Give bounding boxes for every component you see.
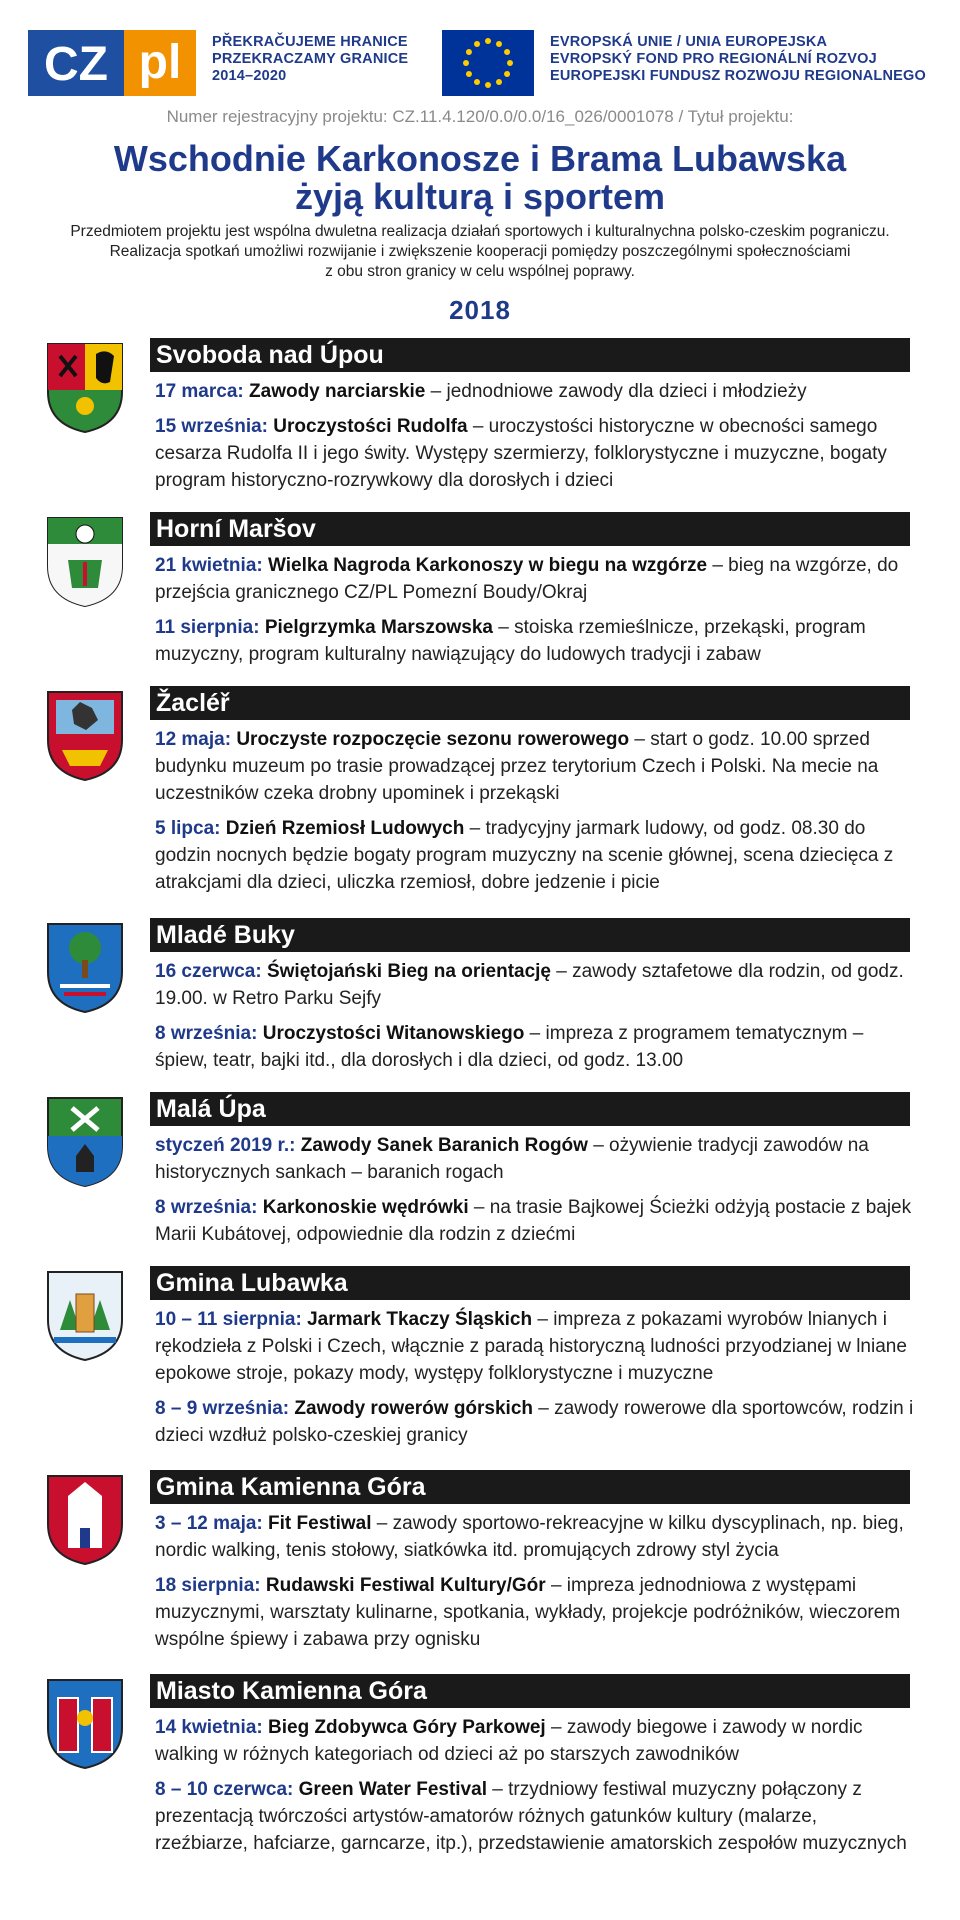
- event-item: [155, 1395, 915, 1449]
- event-list: [155, 1306, 915, 1457]
- eu-star-icon: [504, 71, 510, 77]
- event-name: Rudawski Festiwal Kultury/Gór: [265, 1575, 546, 1596]
- eu-star-icon: [507, 60, 513, 66]
- event-date: 8 – 9 września:: [155, 1398, 290, 1419]
- event-date: 11 sierpnia:: [155, 617, 260, 638]
- eu-line: EVROPSKÁ UNIE / UNIA EUROPEJSKA: [550, 34, 828, 50]
- event-date: 12 maja:: [155, 729, 232, 750]
- event-date: 10 – 11 sierpnia:: [155, 1309, 302, 1330]
- event-date: 3 – 12 maja:: [155, 1513, 263, 1534]
- event-description: – uroczystości historyczne w obecności samego cesarza Rudolfa II i jego świty. Występy szermierzy, folklorystyczne i muzyczne, bogaty program historyczno-rozrywkowy dla dorosłych i dzieci: [155, 416, 887, 491]
- mala-upa-crest-icon: [46, 1096, 124, 1188]
- event-item: [155, 1776, 915, 1857]
- event-date: 8 września:: [155, 1197, 258, 1218]
- event-name: Uroczyste rozpoczęcie sezonu rowerowego: [236, 729, 630, 750]
- section-title: Žacléř: [150, 686, 910, 720]
- event-date: 17 marca:: [155, 381, 244, 402]
- eu-star-icon: [496, 41, 502, 47]
- event-name: Zawody rowerów górskich: [294, 1398, 534, 1419]
- cz-logo-text: CZ: [44, 38, 108, 91]
- section-title: Malá Úpa: [150, 1092, 910, 1126]
- event-description: – zawody biegowe i zawody w nordic walking w różnych kategoriach od dzieci aż po starszych zawodników: [155, 1717, 863, 1765]
- event-item: [155, 1194, 915, 1248]
- event-item: [155, 815, 915, 896]
- program-line: PŘEKRAČUJEME HRANICE: [212, 34, 408, 50]
- event-description: – bieg na wzgórze, do przejścia granicznego CZ/PL Pomezní Boudy/Okraj: [155, 555, 899, 603]
- event-item: [155, 1572, 915, 1653]
- event-date: 18 sierpnia:: [155, 1575, 261, 1596]
- section-title: Svoboda nad Úpou: [150, 338, 910, 372]
- event-date: 8 – 10 czerwca:: [155, 1779, 294, 1800]
- event-description: – zawody sportowo-rekreacyjne w kilku dyscyplinach, np. bieg, nordic walking, tenis stołowy, siatkówka itd. promujących zdrowy styl życia: [155, 1513, 904, 1561]
- title-line: żyją kulturą i sportem: [294, 176, 666, 217]
- zacler-crest-icon: [46, 690, 124, 782]
- event-name: Wielka Nagroda Karkonoszy w biegu na wzgórze: [268, 555, 708, 576]
- eu-star-icon: [466, 71, 472, 77]
- czpl-logo: [28, 30, 196, 96]
- marsov-crest-icon: [46, 516, 124, 608]
- event-name: Pielgrzymka Marszowska: [264, 617, 493, 638]
- eu-line: EVROPSKÝ FOND PRO REGIONÁLNÍ ROZVOJ: [550, 51, 877, 67]
- event-name: Karkonoskie wędrówki: [262, 1197, 469, 1218]
- event-item: [155, 1306, 915, 1387]
- mlade-buky-crest-icon: [46, 922, 124, 1014]
- event-description: – ożywienie tradycji zawodów na historycznych sankach – baranich rogach: [155, 1135, 869, 1183]
- eu-star-icon: [463, 60, 469, 66]
- event-item: [155, 1510, 915, 1564]
- event-name: Zawody narciarskie: [249, 381, 426, 402]
- title-line: Wschodnie Karkonosze i Brama Lubawska: [113, 138, 847, 179]
- event-name: Fit Festiwal: [268, 1513, 372, 1534]
- intro-line: Przedmiotem projektu jest wspólna dwuletna realizacja działań sportowych i kulturalnychna polsko-czeskim pograniczu.: [70, 223, 890, 240]
- event-list: [155, 378, 915, 502]
- event-item: [155, 552, 915, 606]
- event-list: [155, 1714, 915, 1865]
- event-description: – zawody rowerowe dla sportowców, rodzin i dzieci wzdłuż polsko-czeskiej granicy: [155, 1398, 914, 1446]
- event-date: 21 kwietnia:: [155, 555, 263, 576]
- year-heading: 2018: [449, 295, 511, 325]
- event-description: – trzydniowy festiwal muzyczny połączony z prezentacją twórczości artystów-amatorów różnych gatunków kultury (malarze, rzeźbiarze, hafciarze, garncarze, itp.), przedstawienie amatorskich zespołów muzycznych: [155, 1779, 907, 1854]
- event-item: [155, 1714, 915, 1768]
- event-item: [155, 958, 915, 1012]
- intro-line: Realizacja spotkań umożliwi rozwijanie i zwiększenie kooperacji pomiędzy poszczególnymi społecznościami: [109, 243, 851, 260]
- event-name: Uroczystości Witanowskiego: [262, 1023, 525, 1044]
- program-text: [212, 34, 408, 85]
- event-date: 16 czerwca:: [155, 961, 262, 982]
- event-date: 8 września:: [155, 1023, 258, 1044]
- section-title: Gmina Lubawka: [150, 1266, 910, 1300]
- eu-flag-icon: [442, 30, 534, 96]
- svoboda-crest-icon: [46, 342, 124, 434]
- gmina-kamienna-crest-icon: [46, 1474, 124, 1566]
- event-description: – start o godz. 10.00 sprzed budynku muzeum po trasie prowadzącej przez terytorium Czech i Polski. Na mecie na uczestników czeka drobny upominek i przekąski: [155, 729, 879, 804]
- section-title: Gmina Kamienna Góra: [150, 1470, 910, 1504]
- eu-star-icon: [466, 49, 472, 55]
- event-list: [155, 552, 915, 676]
- event-description: – impreza z pokazami wyrobów lnianych i rękodzieła z Polski i Czech, włącznie z paradą historyczną ludności przyodzianej w lniane epokowe stroje, pokazy mody, występy folklorystyczne i muzyczne: [155, 1309, 907, 1384]
- event-name: Dzień Rzemiosł Ludowych: [225, 818, 465, 839]
- event-item: [155, 1020, 915, 1074]
- eu-star-icon: [504, 49, 510, 55]
- program-line: 2014–2020: [212, 68, 287, 84]
- event-date: 15 września:: [155, 416, 268, 437]
- event-item: [155, 1132, 915, 1186]
- event-name: Zawody Sanek Baranich Rogów: [300, 1135, 588, 1156]
- event-description: – tradycyjny jarmark ludowy, od godz. 08.30 do godzin nocnych będzie bogaty program muzyczny na scenie głównej, scena dziecięca z atrakcjami dla dzieci, uliczka rzemiosł, dobre jedzenie i picie: [155, 818, 894, 893]
- eu-star-icon: [474, 79, 480, 85]
- eu-star-icon: [485, 38, 491, 44]
- intro-text: [20, 222, 940, 282]
- event-list: [155, 1132, 915, 1256]
- event-item: [155, 614, 915, 668]
- event-list: [155, 1510, 915, 1661]
- event-item: [155, 726, 915, 807]
- event-list: [155, 726, 915, 904]
- event-name: Bieg Zdobywca Góry Parkowej: [268, 1717, 546, 1738]
- event-item: [155, 413, 915, 494]
- event-date: styczeń 2019 r.:: [155, 1135, 296, 1156]
- event-name: Uroczystości Rudolfa: [273, 416, 468, 437]
- event-date: 14 kwietnia:: [155, 1717, 263, 1738]
- event-description: – impreza z programem tematycznym – śpiew, teatr, bajki itd., dla dorosłych i dla dzieci, od godz. 13.00: [155, 1023, 864, 1071]
- pl-logo-text: pl: [138, 36, 182, 89]
- event-description: – zawody sztafetowe dla rodzin, od godz. 19.00. w Retro Parku Sejfy: [155, 961, 904, 1009]
- eu-star-icon: [474, 41, 480, 47]
- section-title: Miasto Kamienna Góra: [150, 1674, 910, 1708]
- intro-line: z obu stron granicy w celu wspólnej poprawy.: [325, 263, 635, 280]
- eu-star-icon: [496, 79, 502, 85]
- eu-line: EUROPEJSKI FUNDUSZ ROZWOJU REGIONALNEGO: [550, 68, 926, 84]
- section-title: Mladé Buky: [150, 918, 910, 952]
- registration-number: Numer rejestracyjny projektu: CZ.11.4.120/0.0/0.0/16_026/0001078 / Tytuł projektu:: [166, 107, 794, 126]
- event-name: Green Water Festival: [298, 1779, 487, 1800]
- event-description: – impreza jednodniowa z występami muzycznymi, warsztaty kulinarne, spotkania, wykłady, projekcje podróżników, wieczorem wspólne śpiewy i zabawa przy ognisku: [155, 1575, 901, 1650]
- event-description: – na trasie Bajkowej Ścieżki odżyją postacie z bajek Marii Kubátovej, odpowiednie dla rodzin z dziećmi: [155, 1197, 912, 1245]
- event-description: – jednodniowe zawody dla dzieci i młodzieży: [425, 381, 807, 402]
- event-list: [155, 958, 915, 1082]
- lubawka-crest-icon: [46, 1270, 124, 1362]
- eu-star-icon: [485, 82, 491, 88]
- page-title: [0, 140, 960, 216]
- section-title: Horní Maršov: [150, 512, 910, 546]
- event-item: [155, 378, 915, 405]
- event-name: Jarmark Tkaczy Śląskich: [307, 1309, 533, 1330]
- miasto-kamienna-crest-icon: [46, 1678, 124, 1770]
- program-line: PRZEKRACZAMY GRANICE: [212, 51, 409, 67]
- event-description: – stoiska rzemieślnicze, przekąski, program muzyczny, program kulturalny nawiązujący do ludowych tradycji i zabaw: [155, 617, 866, 665]
- event-date: 5 lipca:: [155, 818, 221, 839]
- eu-text: [550, 34, 926, 85]
- event-name: Świętojański Bieg na orientację: [266, 961, 552, 982]
- header: [0, 0, 960, 110]
